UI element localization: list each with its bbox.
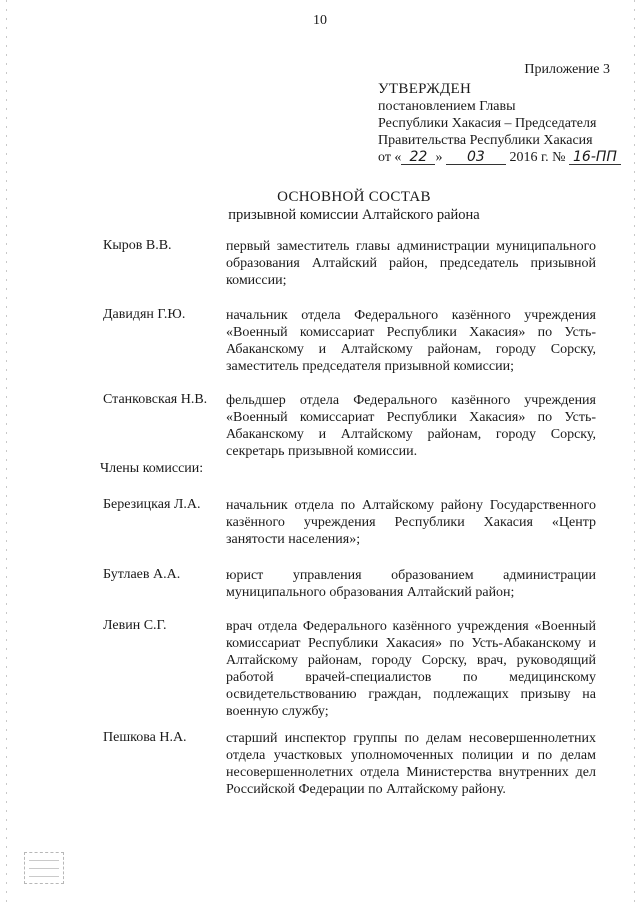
members-section-label: Члены комиссии: xyxy=(100,461,204,476)
member-role: юрист управления образованием администрации муниципального образования Алтайский район; xyxy=(226,568,596,600)
member-name: Левин С.Г. xyxy=(103,618,167,633)
handwritten-number: 16-ПП xyxy=(569,150,621,165)
date-year: 2016 г. № xyxy=(509,150,566,165)
date-prefix: от « xyxy=(378,150,402,165)
date-day-suffix: » xyxy=(435,150,443,165)
handwritten-month: 03 xyxy=(446,150,506,165)
member-name: Станковская Н.В. xyxy=(103,392,208,407)
approval-line-3: Правительства Республики Хакасия xyxy=(378,133,593,148)
document-subtitle: призывной комиссии Алтайского района xyxy=(228,207,480,223)
appendix-label: Приложение 3 xyxy=(524,62,610,77)
member-name: Бутлаев А.А. xyxy=(103,567,181,582)
member-role: старший инспектор группы по делам несовершеннолетних отдела участковых уполномоченных полиции и по делам несовершеннолетних отдела Министерства внутренних дел Российской Федерации по Алтайскому району. xyxy=(226,731,596,797)
member-role: начальник отдела Федерального казённого учреждения «Военный комиссариат Республики Хакасия» по Усть-Абаканскому и Алтайскому районам, городу Сорску, заместитель председателя призывной комиссии; xyxy=(226,308,596,374)
member-name: Кыров В.В. xyxy=(103,238,172,253)
handwritten-day: 22 xyxy=(401,150,435,165)
registration-stamp xyxy=(24,852,64,884)
member-role: первый заместитель главы администрации муниципального образования Алтайский район, председатель призывной комиссии; xyxy=(226,239,596,288)
member-name: Давидян Г.Ю. xyxy=(103,307,186,322)
document-title: ОСНОВНОЙ СОСТАВ xyxy=(277,189,431,205)
approval-line-1: постановлением Главы xyxy=(378,99,516,114)
approval-title: УТВЕРЖДЕН xyxy=(378,81,472,97)
page-number: 10 xyxy=(313,13,327,28)
member-name: Березицкая Л.А. xyxy=(103,497,201,512)
member-name: Пешкова Н.А. xyxy=(103,730,187,745)
member-role: начальник отдела по Алтайскому району Государственного казённого учреждения Республики Хакасия «Центр занятости населения»; xyxy=(226,498,596,547)
approval-line-2: Республики Хакасия – Председателя xyxy=(378,116,597,131)
member-role: фельдшер отдела Федерального казённого учреждения «Военный комиссариат Республики Хакасия» по Усть-Абаканскому и Алтайскому районам, городу Сорску, секретарь призывной комиссии. xyxy=(226,393,596,459)
member-role: врач отдела Федерального казённого учреждения «Военный комиссариат Республики Хакасия» по Усть-Абаканскому и Алтайскому районам, городу Сорску, врач, руководящий работой врачей-специалистов по медицинскому освидетельствованию граждан, подлежащих призыву на военную службу; xyxy=(226,619,596,719)
